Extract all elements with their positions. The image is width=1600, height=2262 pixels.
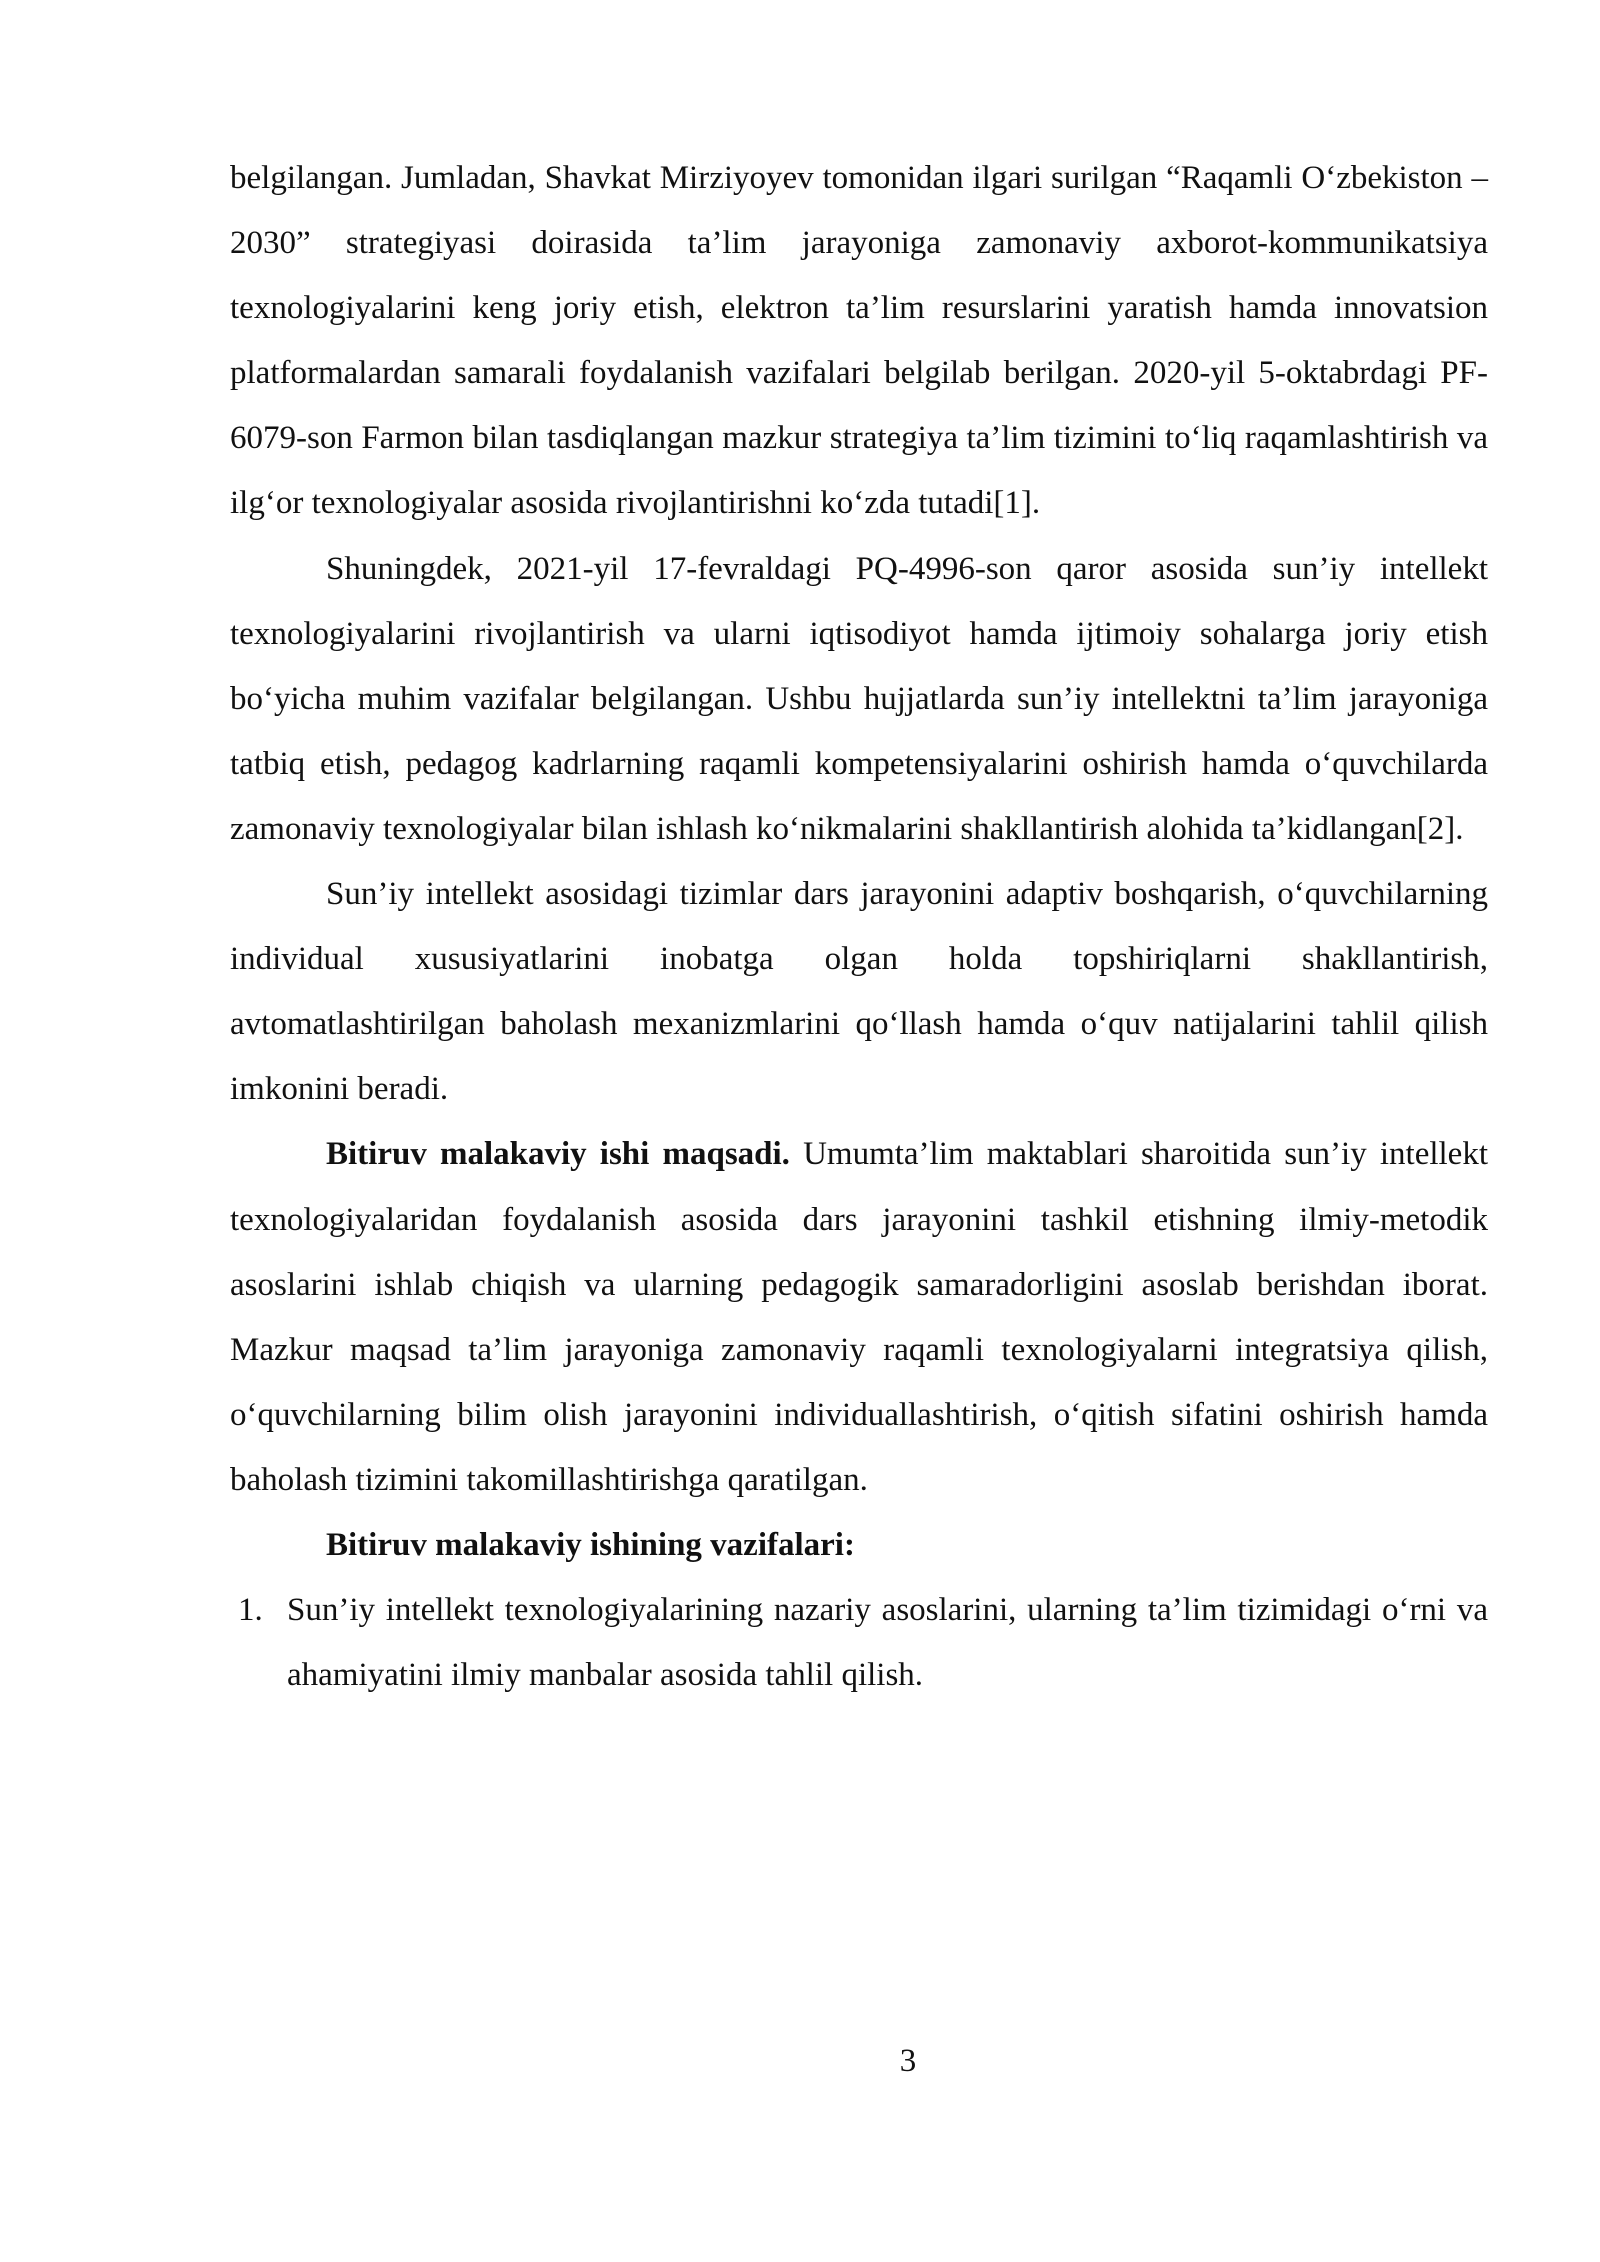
tasks-heading: Bitiruv malakaviy ishining vazifalari: [326,1526,855,1563]
list-item [230,1578,1488,1708]
paragraph-text: Sun’iy intellekt asosidagi tizimlar dars jarayonini adaptiv boshqarish, o‘quvchilarning individual xususiyatlarini inobatga olgan holda topshiriqlarni shakllantirish, avtomatlashtirilgan baholash mexanizmlarini qo‘llash hamda o‘quv natijalarini tahlil qilish imkonini beradi. [230,876,1488,1108]
paragraph-text: belgilangan. Jumladan, Shavkat Mirziyoyev tomonidan ilgari surilgan “Raqamli O‘zbekiston – 2030” strategiyasi doirasida ta’lim jarayoniga zamonaviy axborot-kommunikatsiya texnologiyalarini keng joriy etish, elektron ta’lim resurslarini yaratish hamda innovatsion platformalardan samarali foydalanish vazifalari belgilab berilgan. 2020-yil 5-oktabrdagi PF-6079-son Farmon bilan tasdiqlangan mazkur strategiya ta’lim tizimini to‘liq raqamlashtirish va ilg‘or texnologiyalar asosida rivojlantirishni ko‘zda tutadi[1]. [230,160,1488,522]
paragraph-decree [230,537,1488,862]
document-body [230,146,1488,1708]
list-item-number: 1. [238,1592,263,1629]
paragraph-text: Shuningdek, 2021-yil 17-fevraldagi PQ-4996-son qaror asosida sun’iy intellekt texnologiyalarini rivojlantirish va ularni iqtisodiyot hamda ijtimoiy sohalarga joriy etish bo‘yicha muhim vazifalar belgilangan. Ushbu hujjatlarda sun’iy intellektni ta’lim jarayoniga tatbiq etish, pedagog kadrlarning raqamli kompetensiyalarini oshirish hamda o‘quvchilarda zamonaviy texnologiyalar bilan ishlash ko‘nikmalarini shakllantirish alohida ta’kidlangan[2]. [230,550,1488,847]
paragraph-goal [230,1122,1488,1513]
paragraph-text: Umumta’lim maktablari sharoitida sun’iy intellekt texnologiyalaridan foydalanish asosida dars jarayonini tashkil etishning ilmiy-metodik asoslarini ishlab chiqish va ularning pedagogik samaradorligini asoslab berishdan iborat. Mazkur maqsad ta’lim jarayoniga zamonaviy raqamli texnologiyalarni integratsiya qilish, o‘quvchilarning bilim olish jarayonini individuallashtirish, o‘qitish sifatini oshirish hamda baholash tizimini takomillashtirishga qaratilgan. [230,1136,1488,1498]
goal-heading: Bitiruv malakaviy ishi maqsadi. [326,1136,790,1173]
tasks-list [230,1578,1488,1708]
paragraph-strategy [230,146,1488,537]
list-item-text: Sun’iy intellekt texnologiyalarining nazariy asoslarini, ularning ta’lim tizimidagi o‘rni va ahamiyatini ilmiy manbalar asosida tahlil qilish. [287,1592,1488,1694]
paragraph-ai-systems [230,862,1488,1122]
tasks-heading-paragraph [230,1513,1488,1578]
page-number: 3 [899,2043,917,2079]
